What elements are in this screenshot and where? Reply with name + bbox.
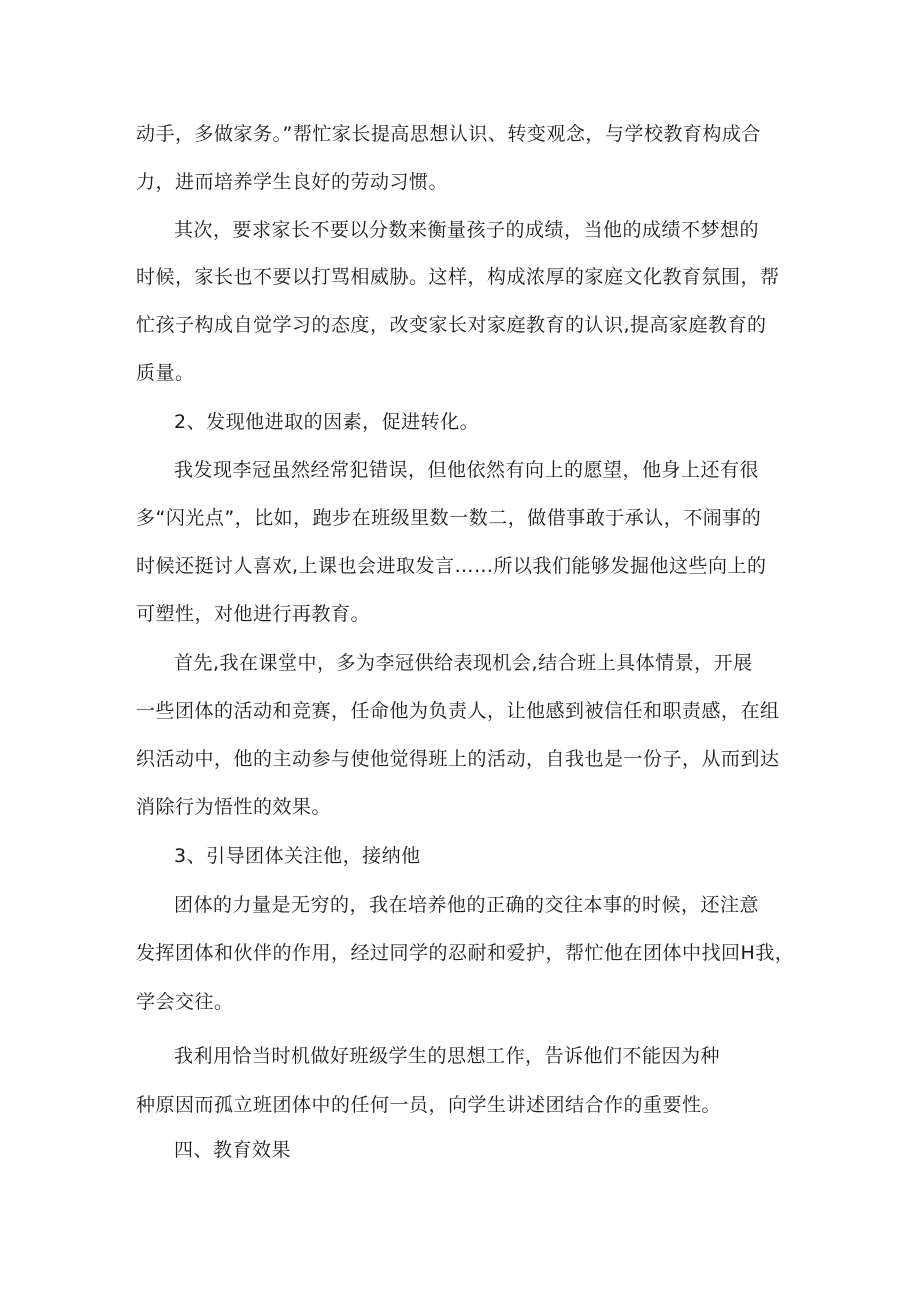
text-line: 忙孩子构成自觉学习的态度，改变家长对家庭教育的认识,提高家庭教育的 bbox=[136, 314, 767, 336]
text-line: 力，进而培养学生良好的劳动习惯。 bbox=[136, 171, 449, 193]
paragraph-first-line: 我利用恰当时机做好班级学生的思想工作，告诉他们不能因为种 bbox=[174, 1045, 721, 1067]
text-line: 质量。 bbox=[136, 362, 195, 384]
text-line: 时候还挺讨人喜欢,上课也会进取发言……所以我们能够发掘他这些向上的 bbox=[136, 555, 767, 577]
text-line: 多“闪光点”，比如，跑步在班级里数一数二，做借事敢于承认，不闹事的 bbox=[136, 507, 762, 529]
text-line: 动手，多做家务。”帮忙家长提高思想认识、转变观念，与学校教育构成合 bbox=[136, 123, 761, 145]
text-line: 学会交往。 bbox=[136, 991, 234, 1013]
text-line: 消除行为悟性的效果。 bbox=[136, 796, 332, 818]
text-line: 发挥团体和伙伴的作用，经过同学的忍耐和爱护，帮忙他在团体中找回H我， bbox=[136, 942, 795, 964]
text-line: 可塑性，对他进行再教育。 bbox=[136, 603, 371, 625]
text-line: 一些团体的活动和竞赛，任命他为负责人，让他感到被信任和职责感，在组 bbox=[136, 700, 780, 722]
section-heading: 四、教育效果 bbox=[174, 1139, 292, 1161]
section-heading: 3、引导团体关注他，接纳他 bbox=[174, 845, 421, 867]
paragraph-first-line: 团体的力量是无穷的，我在培养他的正确的交往本事的时候，还注意 bbox=[174, 894, 760, 916]
text-line: 种原因而孤立班团体中的任何一员，向学生讲述团结合作的重要性。 bbox=[136, 1094, 722, 1116]
paragraph-first-line: 我发现李冠虽然经常犯错误，但他依然有向上的愿望，他身上还有很 bbox=[174, 459, 760, 481]
text-line: 织活动中，他的主动参与使他觉得班上的活动，自我也是一份子，从而到达 bbox=[136, 748, 780, 770]
text-line: 时候，家长也不要以打骂相威胁。这样，构成浓厚的家庭文化教育氛围，帮 bbox=[136, 266, 780, 288]
paragraph-first-line: 首先,我在课堂中，多为李冠供给表现机会,结合班上具体情景，开展 bbox=[174, 652, 753, 674]
paragraph-first-line: 其次，要求家长不要以分数来衡量孩子的成绩，当他的成绩不梦想的 bbox=[174, 219, 760, 241]
section-heading: 2、发现他进取的因素，促进转化。 bbox=[174, 411, 480, 433]
